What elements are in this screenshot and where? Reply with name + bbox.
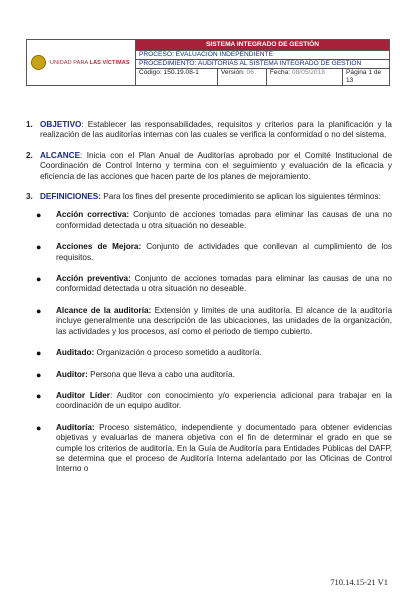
definitions-list	[26, 210, 392, 474]
version-field: Versión: 06	[217, 69, 266, 86]
footer-document-code: 710.14.15-21 V1	[330, 577, 388, 587]
section-alcance: 2. ALCANCE: Inicia con el Plan Anual de Auditorías aprobado por el Comité Institucional de Coordinación de Control Interno y termina con el seguimiento y evaluación de la eficacia y eficiencia de las acciones que hacen parte de los planes de mejoramiento.	[26, 150, 392, 181]
logo-cell	[27, 40, 136, 86]
system-title: SISTEMA INTEGRADO DE GESTIÓN	[136, 40, 390, 51]
date-field: Fecha: 08/05/2018	[266, 69, 342, 86]
section-objetivo: 1. OBJETIVO: Establecer las responsabilidades, requisitos y criterios para la planificación y la realización de las auditorías internas con las cuales se verifica la conformidad o no del sistema.	[26, 120, 392, 140]
section-title: DEFINICIONES:	[40, 192, 101, 202]
list-item: ● Auditor Líder: Auditor con conocimiento y/o experiencia adicional para trabajar en la coordinación de un equipo auditor.	[26, 391, 392, 412]
bullet-icon: ●	[36, 422, 42, 433]
colombia-seal-icon	[31, 55, 46, 70]
list-item: ● Auditor: Persona que lleva a cabo una auditoría.	[26, 370, 392, 380]
logo-text: UNIDAD PARA LAS VÍCTIMAS	[50, 59, 130, 66]
bullet-icon: ●	[36, 348, 42, 359]
bullet-icon: ●	[36, 242, 42, 253]
document-code: Código: 150.19.08-1	[136, 69, 218, 86]
document-header	[26, 39, 390, 86]
section-title: ALCANCE	[40, 150, 81, 160]
list-item: ● Acción preventiva: Conjunto de acciones tomadas para eliminar las causas de una no conformidad detectada u otra situación no deseable.	[26, 274, 392, 295]
list-item: ● Acción correctiva: Conjunto de acciones tomadas para eliminar las causas de una no conformidad detectada u otra situación no deseable.	[26, 210, 392, 231]
section-definiciones: 3. DEFINICIONES: Para los fines del presente procedimiento se aplican los siguientes términos:	[26, 192, 381, 202]
unidad-victimas-logo	[31, 55, 131, 70]
bullet-icon: ●	[36, 390, 42, 401]
list-item: ● Alcance de la auditoría: Extensión y límites de una auditoría. El alcance de la auditoría incluye generalmente una descripción de las ubicaciones, las unidades de la organización, las actividades y los procesos, así como el periodo de tiempo cubierto.	[26, 306, 392, 337]
bullet-icon: ●	[36, 210, 42, 221]
section-title: OBJETIVO	[40, 120, 82, 129]
list-item: ● Auditado: Organización o proceso sometido a auditoría.	[26, 348, 392, 358]
bullet-icon: ●	[36, 274, 42, 285]
page-number: Página 1 de 13	[343, 69, 390, 86]
list-item: ● Auditoría: Proceso sistemático, independiente y documentado para obtener evidencias objetivas y evaluarlas de manera objetiva con el fin de determinar el grado en que se cumple los criterios de auditoría. En la Guía de Auditoría para Entidades Públicas del DAFP, se determina que el proceso de Auditoría Interna adelantado por las Oficinas de Control Interno o	[26, 423, 392, 475]
procedure-name: PROCEDIMIENTO: AUDITORÍAS AL SISTEMA INTEGRADO DE GESTIÓN	[136, 60, 390, 69]
bullet-icon: ●	[36, 369, 42, 380]
process-name: PROCESO: EVALUACIÓN INDEPENDIENTE	[136, 51, 390, 60]
document-body	[26, 120, 392, 486]
list-item: ● Acciones de Mejora: Conjunto de actividades que conllevan al cumplimiento de los requisitos.	[26, 242, 392, 263]
bullet-icon: ●	[36, 305, 42, 316]
